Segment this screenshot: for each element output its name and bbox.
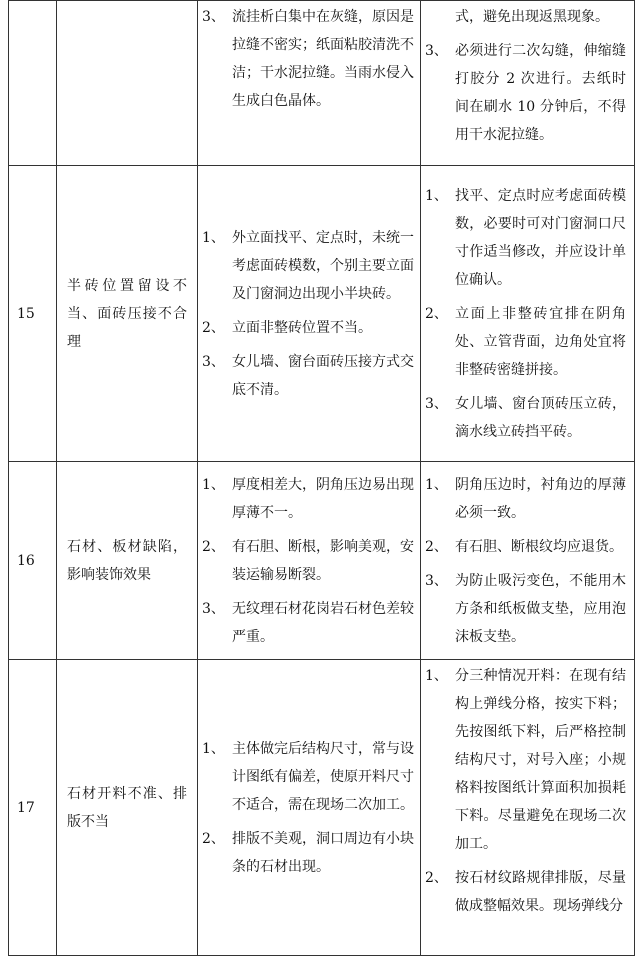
- table-row: [9, 660, 635, 956]
- measure-item: [425, 37, 628, 149]
- defect-name: 石材开料不准、排版不当: [57, 660, 198, 956]
- item-text: 流挂析白集中在灰缝，原因是拉缝不密实；纸面粘胶清洗不洁；干水泥拉缝。当雨水侵入生成白色晶体。: [232, 9, 414, 109]
- item-text: 主体做完后结构尺寸，常与设计图纸有偏差，使原开料尺寸不适合，需在现场二次加工。: [232, 740, 414, 813]
- cause-item: [202, 533, 414, 589]
- item-text: 外立面找平、定点时，未统一考虑面砖模数，个别主要立面及门窗洞边出现小半块砖。: [232, 229, 414, 302]
- item-text: 有石胆、断根纹均应退货。: [455, 538, 623, 555]
- item-text: 找平、定点时应考虑面砖模数，必要时可对门窗洞口尺寸作适当修改，并应设计单位确认。: [455, 187, 626, 288]
- item-text: 必须进行二次勾缝，伸缩缝打胶分 2 次进行。去纸时间在刷水 10 分钟后，不得用干水泥拉缝。: [455, 43, 626, 143]
- measure-cell: [421, 1, 635, 166]
- item-text: 无纹理石材花岗岩石材色差较严重。: [232, 600, 414, 645]
- row-number: 17: [9, 660, 57, 956]
- defect-name: [57, 1, 198, 166]
- item-text: 为防止吸污变色，不能用木方条和纸板做支垫，应用泡沫板支垫。: [455, 572, 626, 645]
- table-row: [9, 166, 635, 462]
- item-text: 分三种情况开料：在现有结构上弹线分格，按实下料；先按图纸下料，后严格控制结构尺寸，对号入座；小规格料按图纸计算面积加损耗下料。尽量避免在现场二次加工。: [455, 668, 626, 852]
- item-marker: 1、: [425, 668, 448, 684]
- item-text: 阴角压边时，衬角边的厚薄必须一致。: [455, 476, 626, 521]
- cause-cell: [198, 1, 421, 166]
- item-marker: 3、: [425, 395, 448, 412]
- cause-item: [202, 224, 414, 308]
- item-marker: 3、: [202, 600, 225, 617]
- cause-item: [202, 735, 414, 819]
- cause-item: [202, 314, 414, 342]
- item-marker: 1、: [202, 476, 225, 493]
- measure-item: [425, 567, 628, 651]
- item-marker: 2、: [202, 538, 225, 555]
- table-body: [9, 1, 635, 956]
- defect-name: 石材、板材缺陷，影响装饰效果: [57, 462, 198, 660]
- measure-cell: [421, 166, 635, 462]
- item-marker: 3、: [202, 353, 225, 370]
- item-text: 女儿墙、窗台顶砖压立砖，滴水线立砖挡平砖。: [455, 395, 626, 440]
- table-row: [9, 1, 635, 166]
- cause-item: [202, 825, 414, 881]
- item-marker: 2、: [425, 538, 448, 555]
- item-marker: 3、: [202, 9, 225, 25]
- item-text: 立面非整砖位置不当。: [232, 319, 372, 336]
- item-marker: 2、: [425, 870, 448, 886]
- measure-item: [425, 864, 628, 920]
- cause-cell: [198, 462, 421, 660]
- row-number: [9, 1, 57, 166]
- item-text: 有石胆、断根，影响美观，安装运输易断裂。: [232, 538, 414, 583]
- item-text: 排版不美观，洞口周边有小块条的石材出现。: [232, 830, 414, 875]
- item-text: 厚度相差大，阴角压边易出现厚薄不一。: [232, 476, 414, 521]
- table-row: [9, 462, 635, 660]
- measure-item: [425, 533, 628, 561]
- cause-item: [202, 348, 414, 404]
- measure-item: [425, 662, 628, 858]
- cause-item: [202, 471, 414, 527]
- cause-item: [202, 3, 414, 115]
- measure-item: [425, 300, 628, 384]
- measure-item: [425, 390, 628, 446]
- defect-name: 半砖位置留设不当、面砖压接不合理: [57, 166, 198, 462]
- item-marker: 2、: [202, 319, 225, 336]
- item-marker: 2、: [202, 830, 225, 847]
- measure-item: [425, 182, 628, 294]
- row-number: 15: [9, 166, 57, 462]
- item-marker: 1、: [202, 740, 225, 757]
- item-text: 立面上非整砖宜排在阴角处、立管背面，边角处宜将非整砖密缝拼接。: [455, 305, 626, 378]
- measure-cell: [421, 462, 635, 660]
- measure-lead-text: 式，避免出现返黑现象。: [455, 9, 609, 25]
- measure-cell: [421, 660, 635, 956]
- cause-cell: [198, 166, 421, 462]
- item-marker: 1、: [425, 476, 448, 493]
- cause-item: [202, 595, 414, 651]
- item-marker: 3、: [425, 43, 448, 59]
- quality-defects-table: [8, 0, 635, 956]
- item-text: 按石材纹路规律排版，尽量做成整幅效果。现场弹线分: [455, 870, 626, 914]
- item-marker: 2、: [425, 305, 448, 322]
- item-marker: 3、: [425, 572, 448, 589]
- row-number: 16: [9, 462, 57, 660]
- item-text: 女儿墙、窗台面砖压接方式交底不清。: [232, 353, 414, 398]
- item-marker: 1、: [425, 187, 448, 204]
- cause-cell: [198, 660, 421, 956]
- item-marker: 1、: [202, 229, 225, 246]
- measure-item: [425, 471, 628, 527]
